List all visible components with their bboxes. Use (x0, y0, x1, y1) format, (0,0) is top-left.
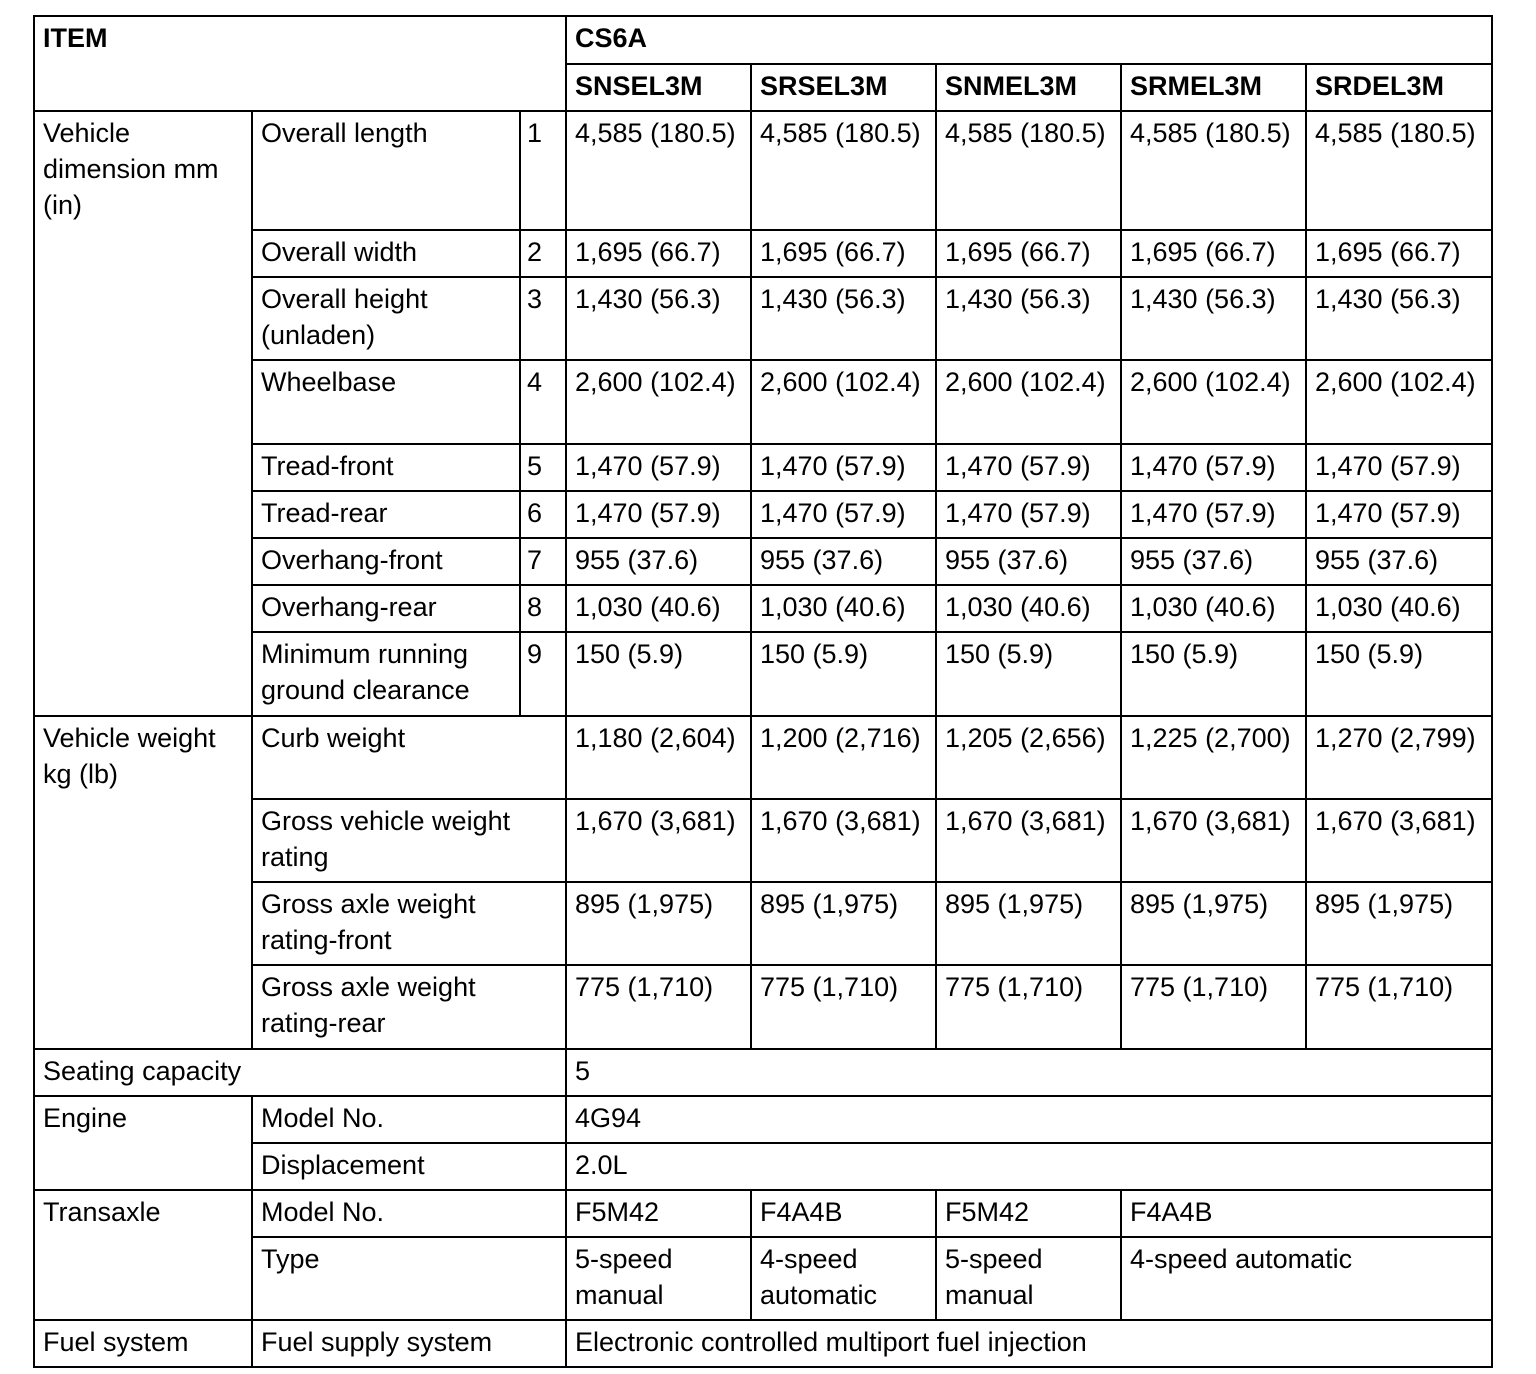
table-row (34, 799, 1492, 882)
row-number: 5 (520, 444, 566, 491)
value-cell: 150 (5.9) (751, 632, 936, 716)
value-cell: 150 (5.9) (1121, 632, 1306, 716)
spec-table (33, 15, 1493, 1368)
row-number: 7 (520, 538, 566, 585)
value-cell: 775 (1,710) (936, 965, 1121, 1049)
value-cell: 775 (1,710) (566, 965, 751, 1049)
model-header: SRDEL3M (1306, 64, 1492, 111)
row-number: 3 (520, 277, 566, 360)
row-label: Gross axle weight rating-rear (252, 965, 566, 1049)
group-label-engine: Engine (34, 1096, 252, 1190)
row-label: Fuel supply system (252, 1320, 566, 1367)
row-label: Overhang-front (252, 538, 520, 585)
value-cell: F5M42 (936, 1190, 1121, 1237)
table-row (34, 111, 1492, 230)
table-row (34, 230, 1492, 277)
table-row (34, 1320, 1492, 1367)
value-cell: 1,695 (66.7) (1121, 230, 1306, 277)
row-label: Gross axle weight rating-front (252, 882, 566, 965)
model-header: SNMEL3M (936, 64, 1121, 111)
value-cell: 2,600 (102.4) (1306, 360, 1492, 444)
value-cell: 2.0L (566, 1143, 1492, 1190)
row-number: 6 (520, 491, 566, 538)
table-row (34, 491, 1492, 538)
row-number: 9 (520, 632, 566, 716)
value-cell: 955 (37.6) (566, 538, 751, 585)
row-label: Displacement (252, 1143, 566, 1190)
value-cell: 1,670 (3,681) (566, 799, 751, 882)
table-row (34, 1237, 1492, 1320)
table-row (34, 585, 1492, 632)
value-cell: 4,585 (180.5) (751, 111, 936, 230)
value-cell: 4,585 (180.5) (1306, 111, 1492, 230)
value-cell: 895 (1,975) (936, 882, 1121, 965)
row-label: Overall length (252, 111, 520, 230)
row-label: Minimum running ground clearance (252, 632, 520, 716)
value-cell: 2,600 (102.4) (1121, 360, 1306, 444)
value-cell: 1,470 (57.9) (566, 444, 751, 491)
model-group-header: CS6A (566, 16, 1492, 64)
row-label: Type (252, 1237, 566, 1320)
table-row (34, 1143, 1492, 1190)
value-cell: 1,470 (57.9) (1121, 491, 1306, 538)
value-cell: 895 (1,975) (1306, 882, 1492, 965)
row-label: Seating capacity (34, 1049, 566, 1096)
value-cell: 2,600 (102.4) (936, 360, 1121, 444)
row-label: Gross vehicle weight rating (252, 799, 566, 882)
value-cell: 1,030 (40.6) (751, 585, 936, 632)
value-cell: 5-speed manual (566, 1237, 751, 1320)
table-row (34, 1096, 1492, 1143)
value-cell: 1,470 (57.9) (751, 491, 936, 538)
value-cell: 2,600 (102.4) (751, 360, 936, 444)
group-label-transaxle: Transaxle (34, 1190, 252, 1320)
value-cell: 4G94 (566, 1096, 1492, 1143)
group-label-dimension: Vehicle dimension mm (in) (34, 111, 252, 716)
value-cell: 1,470 (57.9) (936, 444, 1121, 491)
row-number: 4 (520, 360, 566, 444)
value-cell: 150 (5.9) (936, 632, 1121, 716)
table-row (34, 444, 1492, 491)
value-cell: 895 (1,975) (751, 882, 936, 965)
value-cell: F4A4B (751, 1190, 936, 1237)
table-row (34, 1049, 1492, 1096)
row-number: 2 (520, 230, 566, 277)
value-cell: F4A4B (1121, 1190, 1492, 1237)
value-cell: 1,670 (3,681) (1306, 799, 1492, 882)
row-label: Overhang-rear (252, 585, 520, 632)
value-cell: 1,205 (2,656) (936, 716, 1121, 799)
value-cell: 4,585 (180.5) (1121, 111, 1306, 230)
row-label: Wheelbase (252, 360, 520, 444)
table-row (34, 716, 1492, 799)
row-label: Curb weight (252, 716, 566, 799)
value-cell: 1,670 (3,681) (936, 799, 1121, 882)
value-cell: 1,470 (57.9) (1306, 444, 1492, 491)
value-cell: 1,695 (66.7) (936, 230, 1121, 277)
row-label: Model No. (252, 1190, 566, 1237)
model-header: SNSEL3M (566, 64, 751, 111)
value-cell: 955 (37.6) (936, 538, 1121, 585)
value-cell: 1,200 (2,716) (751, 716, 936, 799)
value-cell: 1,470 (57.9) (1121, 444, 1306, 491)
value-cell: 955 (37.6) (751, 538, 936, 585)
table-row (34, 360, 1492, 444)
value-cell: 4-speed automatic (1121, 1237, 1492, 1320)
table-row (34, 277, 1492, 360)
row-label: Tread-rear (252, 491, 520, 538)
value-cell: 1,270 (2,799) (1306, 716, 1492, 799)
group-label-fuel: Fuel system (34, 1320, 252, 1367)
value-cell: 4,585 (180.5) (566, 111, 751, 230)
table-row (34, 882, 1492, 965)
value-cell: 1,670 (3,681) (1121, 799, 1306, 882)
value-cell: 1,430 (56.3) (1121, 277, 1306, 360)
row-label: Tread-front (252, 444, 520, 491)
value-cell: 1,430 (56.3) (1306, 277, 1492, 360)
value-cell: 1,695 (66.7) (566, 230, 751, 277)
value-cell: 955 (37.6) (1121, 538, 1306, 585)
table-row (34, 632, 1492, 716)
row-label: Model No. (252, 1096, 566, 1143)
value-cell: 775 (1,710) (1121, 965, 1306, 1049)
value-cell: 1,430 (56.3) (936, 277, 1121, 360)
value-cell: 1,225 (2,700) (1121, 716, 1306, 799)
value-cell: 775 (1,710) (1306, 965, 1492, 1049)
value-cell: 895 (1,975) (566, 882, 751, 965)
row-number: 8 (520, 585, 566, 632)
value-cell: 1,430 (56.3) (751, 277, 936, 360)
value-cell: 955 (37.6) (1306, 538, 1492, 585)
value-cell: 150 (5.9) (1306, 632, 1492, 716)
value-cell: 1,030 (40.6) (1306, 585, 1492, 632)
value-cell: 1,695 (66.7) (751, 230, 936, 277)
value-cell: 5 (566, 1049, 1492, 1096)
value-cell: 1,030 (40.6) (1121, 585, 1306, 632)
value-cell: 1,180 (2,604) (566, 716, 751, 799)
value-cell: 5-speed manual (936, 1237, 1121, 1320)
table-row (34, 538, 1492, 585)
model-header: SRMEL3M (1121, 64, 1306, 111)
table-row (34, 965, 1492, 1049)
value-cell: 1,430 (56.3) (566, 277, 751, 360)
value-cell: 150 (5.9) (566, 632, 751, 716)
row-label: Overall height (unladen) (252, 277, 520, 360)
value-cell: 775 (1,710) (751, 965, 936, 1049)
value-cell: 4-speed automatic (751, 1237, 936, 1320)
value-cell: 1,695 (66.7) (1306, 230, 1492, 277)
value-cell: 1,670 (3,681) (751, 799, 936, 882)
value-cell: 1,470 (57.9) (751, 444, 936, 491)
table-row (34, 1190, 1492, 1237)
row-label: Overall width (252, 230, 520, 277)
value-cell: 4,585 (180.5) (936, 111, 1121, 230)
value-cell: Electronic controlled multiport fuel injection (566, 1320, 1492, 1367)
row-number: 1 (520, 111, 566, 230)
value-cell: 1,470 (57.9) (936, 491, 1121, 538)
value-cell: 1,030 (40.6) (566, 585, 751, 632)
value-cell: 895 (1,975) (1121, 882, 1306, 965)
value-cell: 1,030 (40.6) (936, 585, 1121, 632)
item-header: ITEM (34, 16, 566, 111)
value-cell: 1,470 (57.9) (566, 491, 751, 538)
value-cell: 2,600 (102.4) (566, 360, 751, 444)
model-header: SRSEL3M (751, 64, 936, 111)
value-cell: 1,470 (57.9) (1306, 491, 1492, 538)
group-label-weight: Vehicle weight kg (lb) (34, 716, 252, 1049)
value-cell: F5M42 (566, 1190, 751, 1237)
